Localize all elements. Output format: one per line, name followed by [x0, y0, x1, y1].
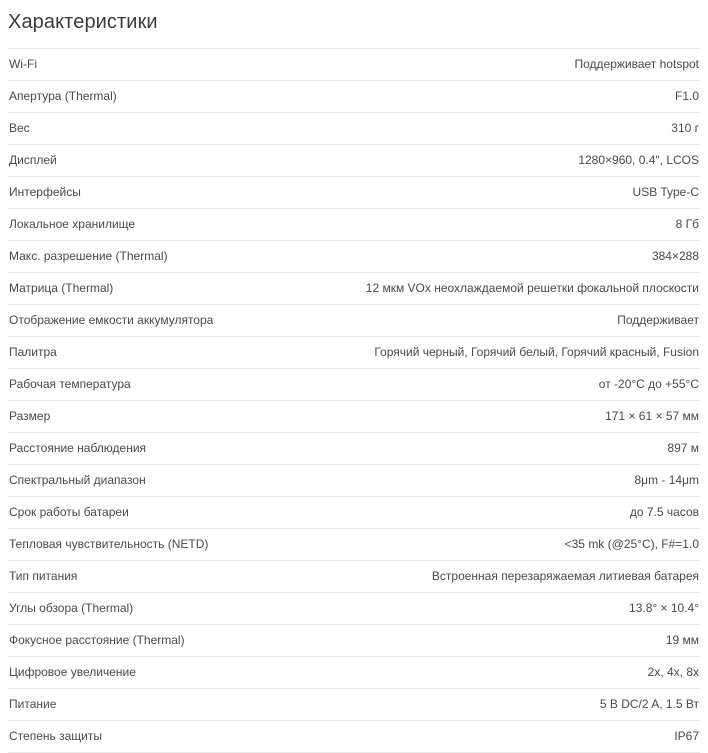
- specifications-table-body: [8, 49, 700, 753]
- spec-value: 384×288: [651, 249, 699, 263]
- spec-value: <35 mk (@25°C), F#=1.0: [564, 537, 699, 551]
- spec-name: Срок работы батареи: [9, 505, 129, 519]
- spec-name: Фокусное расстояние (Thermal): [9, 633, 185, 647]
- spec-name: Расстояние наблюдения: [9, 441, 147, 455]
- table-row: [8, 529, 700, 561]
- table-row: [8, 497, 700, 529]
- table-row: [8, 241, 700, 273]
- spec-name: Цифровое увеличение: [9, 665, 136, 679]
- spec-name: Палитра: [9, 345, 57, 359]
- spec-value: 19 мм: [665, 633, 699, 647]
- spec-name: Интерфейсы: [9, 185, 81, 199]
- spec-value: 1280×960, 0.4", LCOS: [578, 153, 699, 167]
- table-row: [8, 49, 700, 81]
- spec-value: 5 В DC/2 A, 1.5 Вт: [599, 697, 699, 711]
- table-row: [8, 145, 700, 177]
- spec-value: Поддерживает hotspot: [574, 57, 699, 71]
- specifications-table: [8, 48, 700, 753]
- table-row: [8, 561, 700, 593]
- table-row: [8, 657, 700, 689]
- spec-name: Матрица (Thermal): [9, 281, 114, 295]
- table-row: [8, 113, 700, 145]
- page-title: Характеристики: [8, 11, 158, 33]
- table-row: [8, 273, 700, 305]
- table-row: [8, 305, 700, 337]
- table-row: [8, 721, 700, 753]
- spec-name: Степень защиты: [9, 729, 102, 743]
- spec-name: Углы обзора (Thermal): [9, 601, 134, 615]
- table-row: [8, 81, 700, 113]
- table-row: [8, 209, 700, 241]
- table-row: [8, 401, 700, 433]
- spec-name: Спектральный диапазон: [9, 473, 146, 487]
- spec-name: Рабочая температура: [9, 377, 131, 391]
- spec-value: 12 мкм VOx неохлаждаемой решетки фокальной плоскости: [365, 281, 699, 295]
- spec-name: Отображение емкости аккумулятора: [9, 313, 214, 327]
- spec-name: Локальное хранилище: [9, 217, 136, 231]
- spec-value: 13.8° × 10.4°: [629, 601, 699, 615]
- spec-name: Вес: [9, 121, 30, 135]
- spec-value: 8 Гб: [675, 217, 699, 231]
- spec-value: 310 г: [671, 121, 699, 135]
- spec-value: 897 м: [667, 441, 699, 455]
- spec-name: Питание: [9, 697, 57, 711]
- spec-value: Встроенная перезаряжаемая литиевая батарея: [431, 569, 699, 583]
- table-row: [8, 369, 700, 401]
- spec-value: до 7.5 часов: [629, 505, 699, 519]
- spec-name: Макс. разрешение (Thermal): [9, 249, 168, 263]
- spec-value: F1.0: [674, 89, 699, 103]
- table-row: [8, 593, 700, 625]
- table-row: [8, 625, 700, 657]
- spec-name: Дисплей: [9, 153, 57, 167]
- spec-name: Wi-Fi: [9, 57, 37, 71]
- spec-name: Размер: [9, 409, 51, 423]
- spec-value: IP67: [674, 729, 699, 743]
- spec-value: USB Type-C: [632, 185, 699, 199]
- spec-name: Апертура (Thermal): [9, 89, 117, 103]
- spec-value: 171 × 61 × 57 мм: [605, 409, 699, 423]
- spec-value: от -20°C до +55°C: [598, 377, 699, 391]
- spec-value: 8μm - 14μm: [634, 473, 699, 487]
- spec-name: Тепловая чувствительность (NETD): [9, 537, 209, 551]
- table-row: [8, 465, 700, 497]
- spec-value: Горячий черный, Горячий белый, Горячий красный, Fusion: [374, 345, 699, 359]
- spec-value: Поддерживает: [617, 313, 699, 327]
- spec-name: Тип питания: [9, 569, 78, 583]
- table-row: [8, 177, 700, 209]
- table-row: [8, 689, 700, 721]
- table-row: [8, 433, 700, 465]
- spec-value: 2x, 4x, 8x: [647, 665, 699, 679]
- table-row: [8, 337, 700, 369]
